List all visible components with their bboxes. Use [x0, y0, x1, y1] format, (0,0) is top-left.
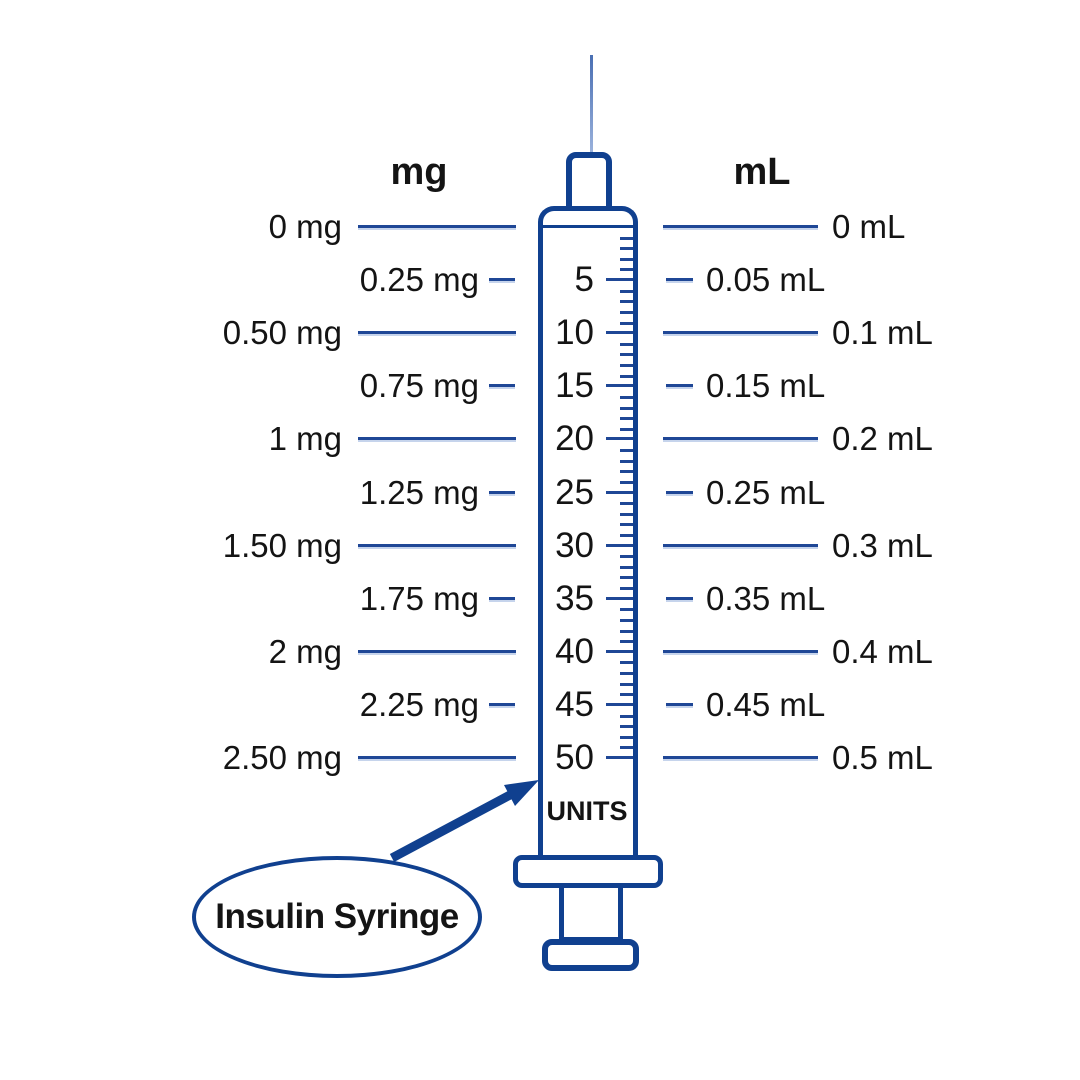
units-caption: UNITS	[546, 796, 628, 826]
tick-minor	[620, 736, 633, 739]
tick-minor	[620, 428, 633, 431]
tick-minor	[620, 417, 633, 420]
tick-major	[606, 756, 633, 759]
units-number: 50	[555, 738, 594, 777]
tick-major	[606, 597, 633, 600]
ml-label: 0.5 mL	[832, 739, 933, 776]
mg-label: 0 mg	[268, 208, 342, 245]
mg-label: 0.25 mg	[359, 261, 479, 299]
ml-label: 0.3 mL	[832, 526, 933, 564]
mg-label: 1.50 mg	[222, 526, 342, 564]
tick-minor	[620, 725, 633, 728]
tick-minor	[620, 449, 633, 452]
units-number: 35	[555, 578, 594, 618]
tick-minor	[620, 258, 633, 261]
tick-minor	[620, 481, 633, 484]
barrel-flange	[513, 855, 663, 888]
tick-minor	[620, 311, 633, 314]
ml-label: 0.1 mL	[832, 314, 933, 352]
tick-minor	[620, 608, 633, 611]
tick-minor	[620, 343, 633, 346]
tick-minor	[620, 237, 633, 240]
mg-label: 2.50 mg	[222, 739, 342, 776]
tick-minor	[620, 555, 633, 558]
units-number: 15	[555, 366, 594, 406]
units-number: 5	[574, 260, 594, 300]
ml-label: 0.35 mL	[706, 579, 826, 617]
tick-minor	[620, 470, 633, 473]
tick-minor	[620, 353, 633, 356]
tick-minor	[620, 619, 633, 622]
units-number: 45	[555, 684, 594, 724]
tick-major	[606, 384, 633, 387]
tick-major	[606, 278, 633, 281]
ml-column-header: mL	[733, 151, 791, 193]
ml-label: 0.25 mL	[706, 473, 826, 511]
tick-major	[606, 491, 633, 494]
ml-label: 0 mL	[832, 208, 906, 245]
tick-minor	[620, 587, 633, 590]
units-number: 25	[555, 472, 594, 512]
tick-minor	[620, 683, 633, 686]
mg-label: 0.75 mg	[359, 367, 479, 405]
tick-minor	[620, 322, 633, 325]
tick-minor	[620, 640, 633, 643]
tick-minor	[620, 407, 633, 410]
tick-major	[606, 544, 633, 547]
tick-minor	[620, 396, 633, 399]
tick-minor	[620, 693, 633, 696]
tick-minor	[620, 576, 633, 579]
mg-label: 2 mg	[268, 632, 342, 670]
tick-major	[606, 650, 633, 653]
tick-minor	[620, 523, 633, 526]
plunger-thumb-rest	[542, 939, 639, 971]
ml-label: 0.2 mL	[832, 420, 933, 458]
mg-label: 0.50 mg	[222, 314, 342, 352]
tick-minor	[620, 247, 633, 250]
ml-label: 0.05 mL	[706, 261, 826, 299]
tick-minor	[620, 566, 633, 569]
tick-minor	[620, 290, 633, 293]
units-number: 40	[555, 631, 594, 671]
tick-minor	[620, 513, 633, 516]
tick-minor	[620, 661, 633, 664]
tick-minor	[620, 502, 633, 505]
units-number: 10	[555, 313, 594, 353]
tick-minor	[620, 534, 633, 537]
tick-minor	[620, 460, 633, 463]
tick-minor	[620, 746, 633, 749]
mg-label: 1.75 mg	[359, 579, 479, 617]
ml-label: 0.45 mL	[706, 685, 826, 723]
mg-label: 1.25 mg	[359, 473, 479, 511]
tick-minor	[620, 672, 633, 675]
mg-label: 1 mg	[268, 420, 342, 458]
mg-column-header: mg	[390, 151, 448, 193]
tick-major	[606, 331, 633, 334]
ml-label: 0.15 mL	[706, 367, 826, 405]
tick-minor	[620, 300, 633, 303]
callout-ellipse	[192, 856, 482, 978]
ml-label: 0.4 mL	[832, 632, 933, 670]
tick-minor	[620, 268, 633, 271]
tick-minor	[620, 630, 633, 633]
tick-minor	[620, 715, 633, 718]
mg-label: 2.25 mg	[359, 685, 479, 723]
tick-minor	[620, 375, 633, 378]
units-number: 30	[555, 525, 594, 565]
tick-minor	[620, 364, 633, 367]
tick-major	[606, 703, 633, 706]
tick-major	[606, 437, 633, 440]
callout-label: Insulin Syringe	[215, 897, 459, 936]
units-number: 20	[555, 419, 594, 459]
